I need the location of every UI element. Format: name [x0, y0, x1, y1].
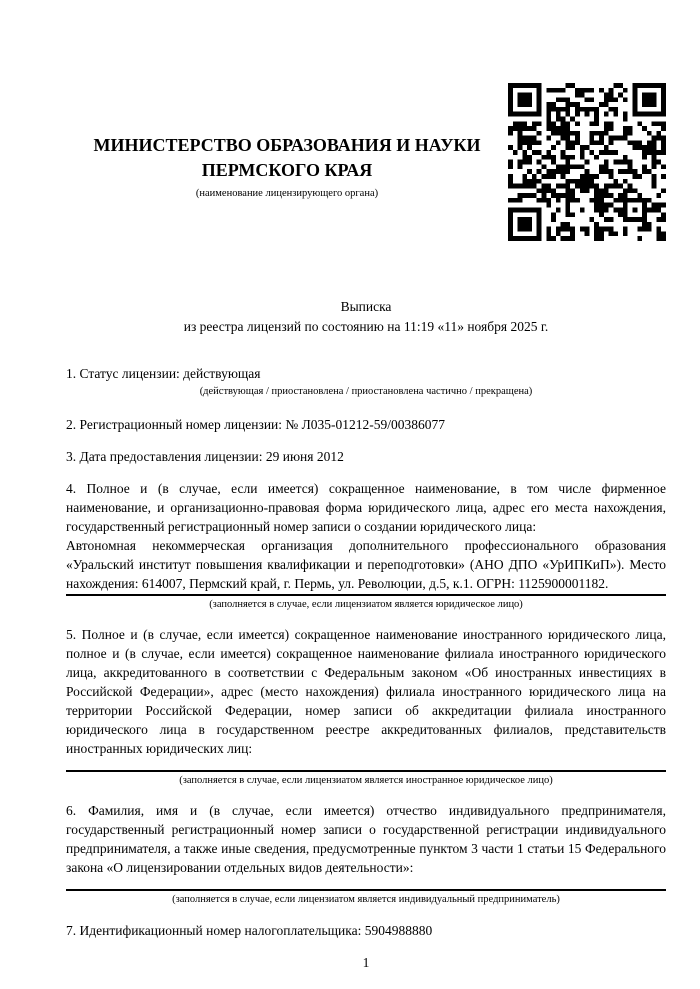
- item-taxpayer-number: [66, 921, 666, 940]
- page-number: 1: [362, 955, 370, 970]
- fill-in-rule: [66, 770, 666, 772]
- item-legal-entity-note: (заполняется в случае, если лицензиатом является юридическое лицо): [209, 599, 523, 610]
- licensing-authority-block: [66, 123, 508, 201]
- ministry-name-line2: ПЕРМСКОГО КРАЯ: [201, 160, 373, 180]
- item-license-grant-date-text: 3. Дата предоставления лицензии: 29 июня 2012: [66, 449, 344, 464]
- empty-value-space: [66, 758, 666, 769]
- item-license-status-note: (действующая / приостановлена / приостановлена частично / прекращена): [199, 386, 533, 397]
- document-title-line2: из реестра лицензий по состоянию на 11:19 «11» ноября 2025 г.: [183, 319, 549, 334]
- item-individual-entrepreneur-note: (заполняется в случае, если лицензиатом является индивидуальный предприниматель): [172, 894, 560, 905]
- items-list: [66, 364, 666, 940]
- item-foreign-entity-note: (заполняется в случае, если лицензиатом является иностранное юридическое лицо): [179, 775, 553, 786]
- ministry-caption: (наименование лицензирующего органа): [195, 188, 379, 199]
- item-foreign-entity: [66, 625, 666, 788]
- item-legal-entity-value: Автономная некоммерческая организация дополнительного профессионального образования «Уральский институт повышения квалификации и переподготовки» (АНО ДПО «УрИПКиП»). Место нахождения: 614007, Пермский край, г. Пермь, ул. Революции, д.5, к.1. ОГРН: 1125900001182.: [66, 538, 666, 591]
- empty-value-space: [66, 877, 666, 888]
- document-header: [66, 83, 666, 241]
- item-legal-entity-label: 4. Полное и (в случае, если имеется) сокращенное наименование, в том числе фирменное наименование, и организационно-правовая форма юридического лица, адрес его места нахождения, государственный регистрационный номер записи о создании юридического лица:: [66, 481, 666, 534]
- ministry-name-line1: МИНИСТЕРСТВО ОБРАЗОВАНИЯ И НАУКИ: [93, 135, 481, 155]
- item-license-grant-date: [66, 447, 666, 466]
- item-individual-entrepreneur-label: 6. Фамилия, имя и (в случае, если имеется) отчество индивидуального предпринимателя, государственный регистрационный номер записи о государственной регистрации индивидуального предпринимателя, а также иные сведения, предусмотренные пунктом 3 части 1 статьи 15 Федерального закона «О лицензировании отдельных видов деятельности»:: [66, 803, 666, 875]
- item-license-status-text: 1. Статус лицензии: действующая: [66, 366, 261, 381]
- fill-in-rule: [66, 889, 666, 891]
- item-license-status: [66, 364, 666, 399]
- fill-in-rule: [66, 594, 666, 596]
- item-foreign-entity-label: 5. Полное и (в случае, если имеется) сокращенное наименование иностранного юридического лица, полное и (в случае, если имеется) сокращенное наименование филиала иностранного юридического лица, аккредитованного в соответствии с Федеральным законом «Об иностранных инвестициях в Российской Федерации», адрес (место нахождения) филиала иностранного юридического лица на территории Российской Федерации, номер записи об аккредитации филиала иностранного юридического лица в государственном реестре аккредитованных филиалов, представительств иностранных юридических лиц:: [66, 627, 666, 756]
- item-registration-number: [66, 415, 666, 434]
- qr-code-icon: [508, 83, 666, 241]
- item-registration-number-text: 2. Регистрационный номер лицензии: № Л035-01212-59/00386077: [66, 417, 446, 432]
- item-legal-entity: [66, 479, 666, 612]
- item-taxpayer-number-text: 7. Идентификационный номер налогоплательщика: 5904988880: [66, 923, 433, 938]
- item-individual-entrepreneur: [66, 801, 666, 907]
- document-title: [66, 297, 666, 337]
- document-title-line1: Выписка: [340, 299, 392, 314]
- ministry-name: [66, 133, 508, 183]
